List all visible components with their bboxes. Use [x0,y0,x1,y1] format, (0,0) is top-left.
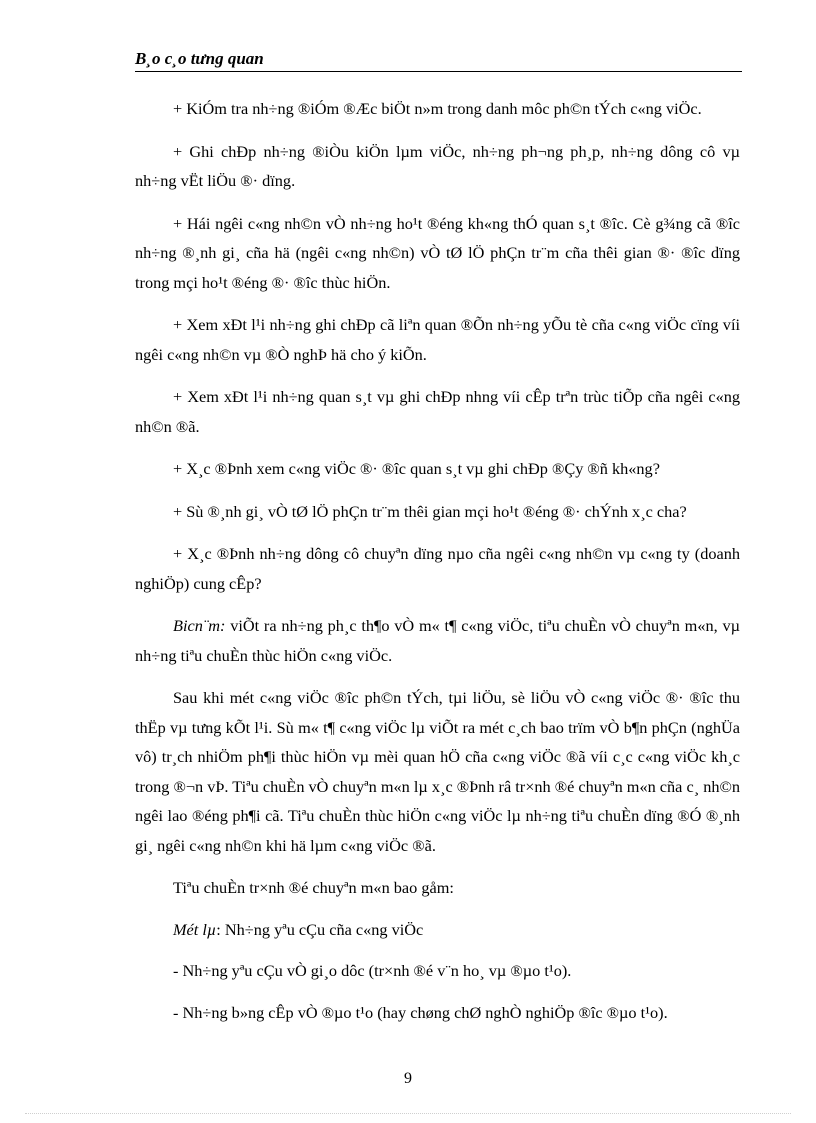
paragraph-first-requirement: Mét lµ: Nh÷ng yªu cÇu cña c«ng viÖc [173,919,424,939]
paragraph-ask-worker: + Hái ngêi c«ng nh©n vÒ nh÷ng ho¹t ®éng kh«ng thÓ quan s¸t ®îc. Cè g¾ng cã ®îc nh÷ng ®¸nh gi¸ cña hä (ngêi c«ng nh©n) vÒ tØ lÖ phÇn tr¨m cña thêi gian ®· ®îc dïng trong mçi ho¹t ®éng ®· ®îc thùc hiÖn. [135,213,740,292]
list-item-education: - Nh÷ng yªu cÇu vÒ gi¸o dôc (tr×nh ®é v¨n ho¸ vµ ®µo t¹o). [173,961,572,980]
paragraph-check-complete: + X¸c ®Þnh xem c«ng viÖc ®· ®îc quan s¸t vµ ghi chÐp ®Çy ®ñ kh«ng? [173,459,660,478]
paragraph-job-description: Sau khi mét c«ng viÖc ®îc ph©n tÝch, tµi liÖu, sè liÖu vÒ c«ng viÖc ®· ®îc thu thËp vµ tưng kÕt l¹i. Sù m« t¶ c«ng viÖc lµ viÕt ra mét c¸ch bao trïm vÒ b¶n phÇn (nghÜa vô) tr¸ch nhiÖm ph¶i thùc hiÖn vµ mèi quan hÖ cña c«ng viÖc ®ã víi c¸c c«ng viÖc kh¸c trong ®¬n vÞ. Tiªu chuÈn vÒ chuyªn m«n lµ x¸c ®Þnh râ tr×nh ®é chuyªn m«n cña c¸ nh©n ngêi lao ®éng ph¶i cã. Tiªu chuÈn thùc hiÖn c«ng viÖc lµ nh÷ng tiªu chuÈn dïng ®Ó ®¸nh gi¸ ngêi c«ng nh©n khi hä lµm c«ng viÖc ®ã. [135,688,740,855]
first-label: Mét lµ [173,919,217,939]
document-body [135,94,740,1039]
page-header [135,49,742,72]
paragraph-step-lead: Bicn¨m: viÕt ra nh÷ng ph¸c th¶o vÒ m« t¶ c«ng viÖc, tiªu chuÈn vÒ chuyªn m«n, vµ nh÷ng tiªu chuÈn thùc hiÖn c«ng viÖc. [135,616,740,665]
page-bottom-divider [25,1113,791,1114]
page-number: 9 [404,1070,412,1087]
paragraph-standards-heading: Tiªu chuÈn tr×nh ®é chuyªn m«n bao gåm: [173,878,454,897]
paragraph-check-accuracy: + Sù ®¸nh gi¸ vÒ tØ lÖ phÇn tr¨m thêi gian mçi ho¹t ®éng ®· chÝnh x¸c cha? [173,501,687,521]
header-title: B¸o c¸o tưng quan [135,49,264,68]
paragraph-review-supervisor: + Xem xÐt l¹i nh÷ng quan s¸t vµ ghi chÐp nhng víi cÊp trªn trùc tiÕp cña ngêi c«ng nh©n ®ã. [135,387,740,436]
paragraph-tools: + X¸c ®Þnh nh÷ng dông cô chuyªn dïng nµo cña ngêi c«ng nh©n vµ c«ng ty (doanh nghiÖp) cung cÊp? [135,544,740,593]
paragraph-review-records: + Xem xÐt l¹i nh÷ng ghi chÐp cã liªn quan ®Õn nh÷ng yÕu tè cña c«ng viÖc cïng víi ngêi c«ng nh©n vµ ®Ò nghÞ hä cho ý kiÕn. [135,315,740,364]
list-item-degrees: - Nh÷ng b»ng cÊp vÒ ®µo t¹o (hay chøng chØ nghÒ nghiÖp ®îc ®µo t¹o). [173,1002,668,1022]
paragraph-check-items: + KiÓm tra nh÷ng ®iÓm ®Æc biÖt n»m trong danh môc ph©n tÝch c«ng viÖc. [173,99,702,118]
step-label: Bicn¨m: [173,616,226,635]
paragraph-record-conditions: + Ghi chÐp nh÷ng ®iÒu kiÖn lµm viÖc, nh÷ng ph¬ng ph¸p, nh÷ng dông cô vµ nh÷ng vËt liÖu ®· dïng. [135,141,740,190]
